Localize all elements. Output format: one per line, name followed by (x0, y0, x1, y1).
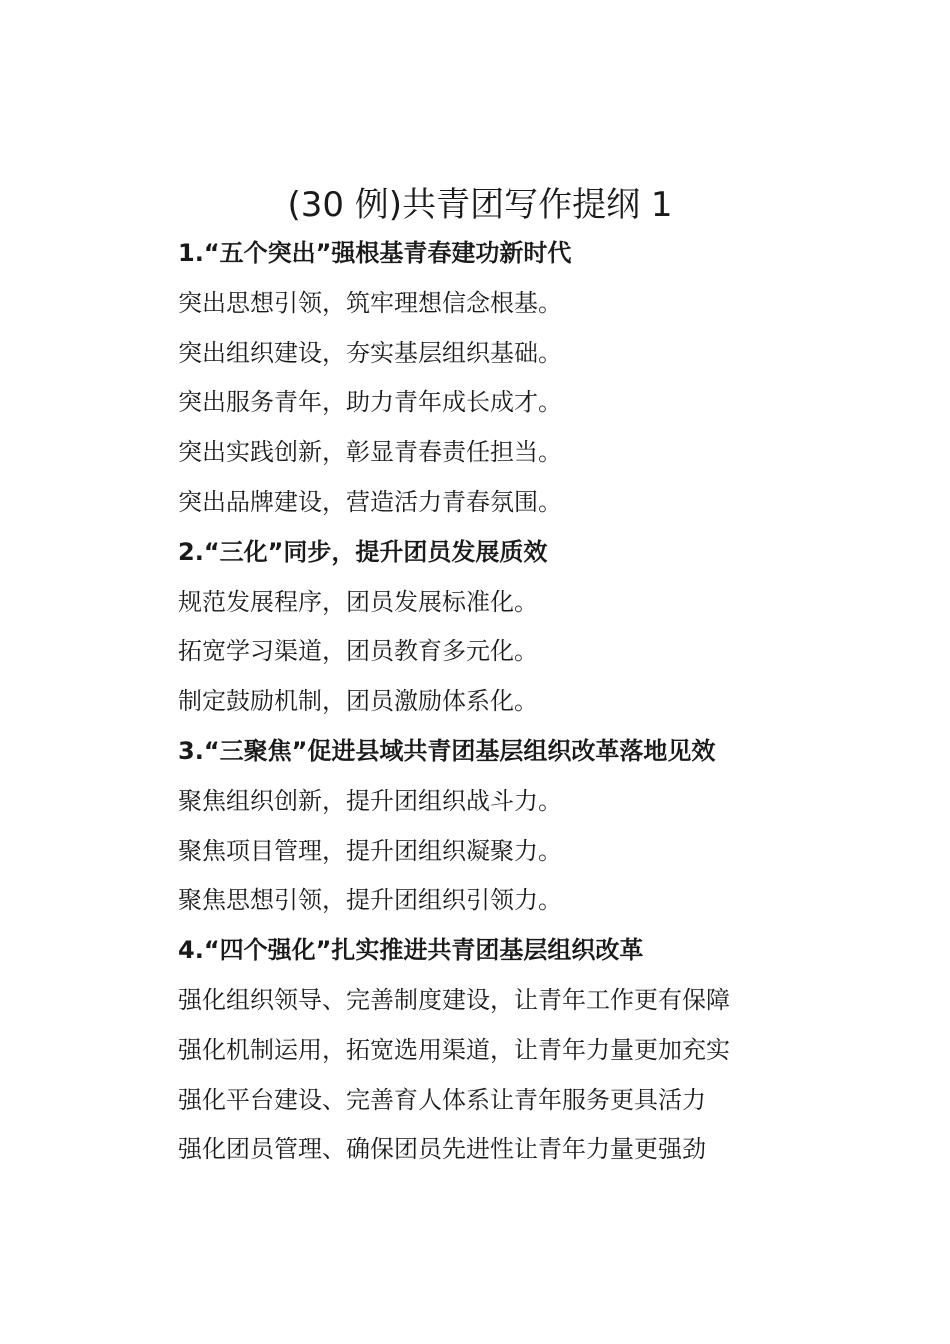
section-4 (178, 926, 818, 1175)
list-item: 聚焦组织创新，提升团组织战斗力。 (178, 786, 562, 815)
section-2 (178, 528, 818, 727)
section-heading: 4.“四个强化”扎实推进共青团基层组织改革 (178, 936, 644, 965)
list-item: 突出组织建设，夯实基层组织基础。 (178, 338, 562, 367)
list-item: 突出实践创新，彰显青春责任担当。 (178, 438, 562, 467)
document-body (178, 229, 818, 1175)
list-item: 强化机制运用，拓宽选用渠道，让青年力量更加充实 (178, 1035, 730, 1064)
list-item: 拓宽学习渠道，团员教育多元化。 (178, 637, 538, 666)
list-item: 规范发展程序，团员发展标准化。 (178, 587, 538, 616)
list-item: 制定鼓励机制，团员激励体系化。 (178, 687, 538, 716)
list-item: 强化团员管理、确保团员先进性让青年力量更强劲 (178, 1135, 706, 1164)
list-item: 强化平台建设、完善育人体系让青年服务更具活力 (178, 1085, 706, 1114)
section-3 (178, 727, 818, 926)
section-heading: 2.“三化”同步，提升团员发展质效 (178, 537, 548, 566)
list-item: 突出服务青年，助力青年成长成才。 (178, 388, 562, 417)
list-item: 聚焦项目管理，提升团组织凝聚力。 (178, 836, 562, 865)
list-item: 突出品牌建设，营造活力青春氛围。 (178, 487, 562, 516)
list-item: 强化组织领导、完善制度建设，让青年工作更有保障 (178, 985, 730, 1014)
list-item: 聚焦思想引领，提升团组织引领力。 (178, 886, 562, 915)
document-title: (30 例)共青团写作提纲 1 (287, 185, 673, 225)
list-item: 突出思想引领，筑牢理想信念根基。 (178, 288, 562, 317)
section-heading: 3.“三聚焦”促进县域共青团基层组织改革落地见效 (178, 736, 716, 765)
section-1 (178, 229, 818, 528)
section-heading: 1.“五个突出”强根基青春建功新时代 (178, 239, 572, 267)
